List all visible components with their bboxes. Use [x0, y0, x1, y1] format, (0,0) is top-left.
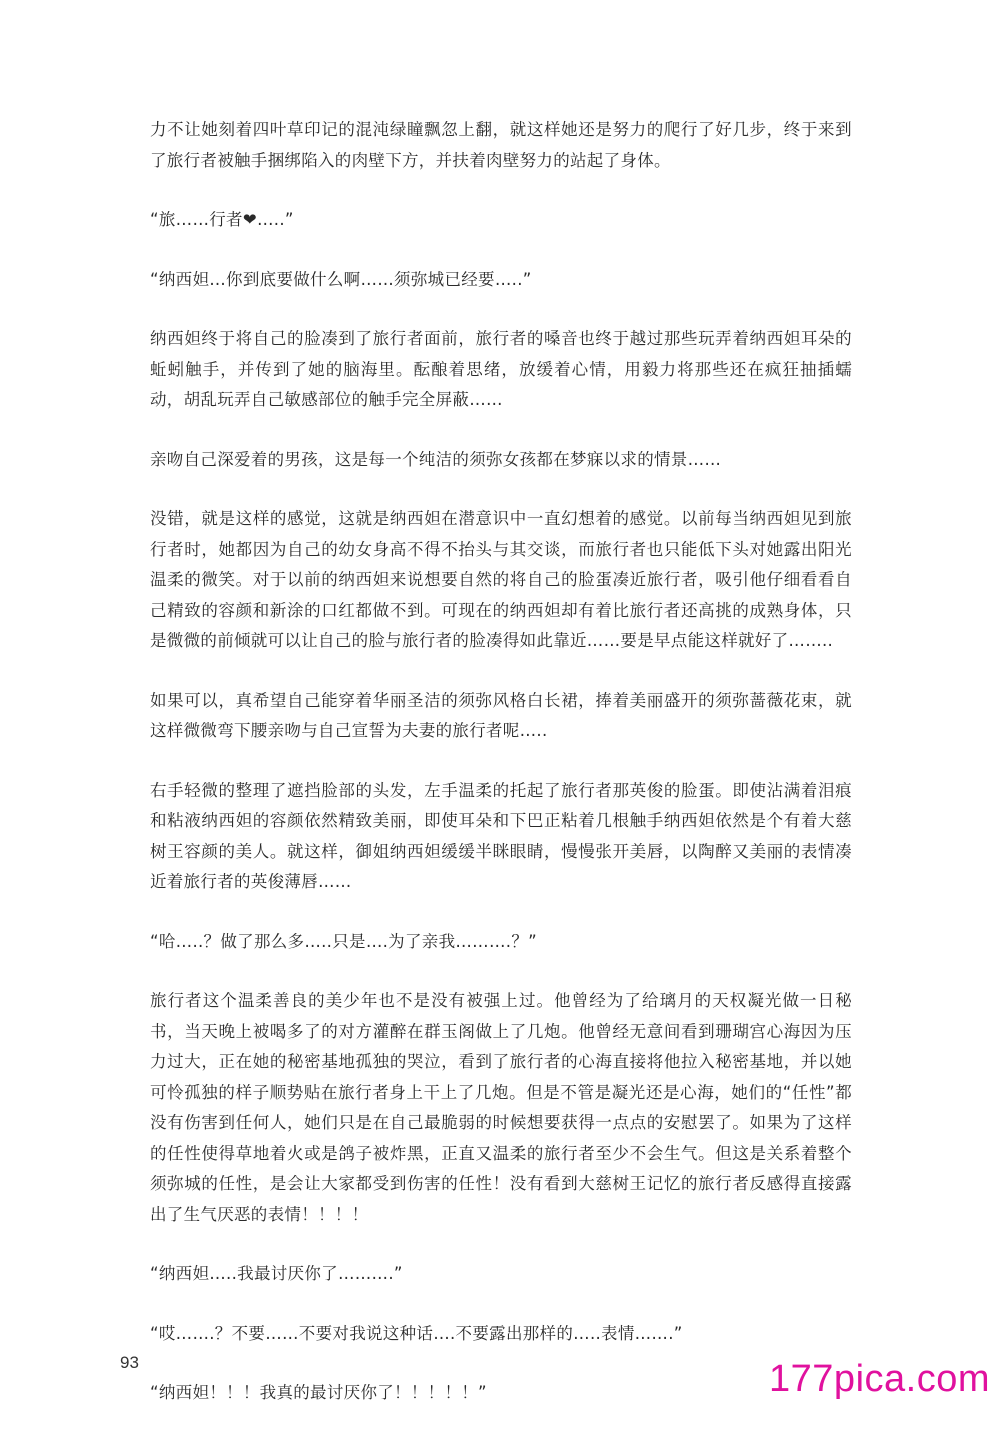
paragraph: 亲吻自己深爱着的男孩，这是每一个纯洁的须弥女孩都在梦寐以求的情景…… [150, 449, 722, 469]
page-body [150, 115, 852, 1438]
paragraph: 旅行者这个温柔善良的美少年也不是没有被强上过。他曾经为了给璃月的天权凝光做一日秘书，当天晚上被喝多了的对方灌醉在群玉阁做上了几炮。他曾经无意间看到珊瑚宫心海因为压力过大，正在她的秘密基地孤独的哭泣，看到了旅行者的心海直接将他拉入秘密基地，并以她可怜孤独的样子顺势贴在旅行者身上干上了几炮。但是不管是凝光还是心海，她们的“任性”都没有伤害到任何人，她们只是在自己最脆弱的时候想要获得一点点的安慰罢了。如果为了这样的任性使得草地着火或是鸽子被炸黑，正直又温柔的旅行者至少不会生气。但这是关系着整个须弥城的任性，是会让大家都受到伤害的任性！没有看到大慈树王记忆的旅行者反感得直接露出了生气厌恶的表情！！！！ [150, 991, 852, 1224]
paragraph: “纳西妲…..我最讨厌你了……….” [150, 1264, 403, 1283]
site-watermark: 177pica.com [769, 1358, 990, 1400]
paragraph: “纳西妲…你到底要做什么啊……须弥城已经要…..” [150, 269, 532, 289]
paragraph: “哎…….？不要……不要对我说这种话….不要露出那样的…..表情…….” [150, 1323, 683, 1343]
paragraph: 纳西妲终于将自己的脸凑到了旅行者面前，旅行者的嗓音也终于越过那些玩弄着纳西妲耳朵的蚯蚓触手，并传到了她的脑海里。酝酿着思绪，放缓着心情，用毅力将那些还在疯狂抽插蠕动，胡乱玩弄自己敏感部位的触手完全屏蔽…… [150, 329, 852, 409]
paragraph: 如果可以，真希望自己能穿着华丽圣洁的须弥风格白长裙，捧着美丽盛开的须弥蔷薇花束，就这样微微弯下腰亲吻与自己宣誓为夫妻的旅行者呢….. [150, 690, 852, 740]
paragraph: “哈…..？做了那么多…..只是….为了亲我……….？” [150, 931, 537, 951]
paragraph: “纳西妲！！！我真的最讨厌你了！！！！！” [150, 1383, 487, 1402]
paragraph: “旅……行者❤…..” [150, 210, 294, 229]
page-number: 93 [120, 1353, 139, 1372]
paragraph: 力不让她刻着四叶草印记的混沌绿瞳飘忽上翻，就这样她还是努力的爬行了好几步，终于来到了旅行者被触手捆绑陷入的肉壁下方，并扶着肉壁努力的站起了身体。 [150, 120, 852, 170]
paragraph: 右手轻微的整理了遮挡脸部的头发，左手温柔的托起了旅行者那英俊的脸蛋。即使沾满着泪痕和粘液纳西妲的容颜依然精致美丽，即使耳朵和下巴正粘着几根触手纳西妲依然是个有着大慈树王容颜的美人。就这样，御姐纳西妲缓缓半眯眼睛，慢慢张开美唇，以陶醉又美丽的表情凑近着旅行者的英俊薄唇…… [150, 780, 852, 891]
paragraph: 没错，就是这样的感觉，这就是纳西妲在潜意识中一直幻想着的感觉。以前每当纳西妲见到旅行者时，她都因为自己的幼女身高不得不抬头与其交谈，而旅行者也只能低下头对她露出阳光温柔的微笑。对于以前的纳西妲来说想要自然的将自己的脸蛋凑近旅行者，吸引他仔细看看自己精致的容颜和新涂的口红都做不到。可现在的纳西妲却有着比旅行者还高挑的成熟身体，只是微微的前倾就可以让自己的脸与旅行者的脸凑得如此靠近……要是早点能这样就好了…….. [150, 509, 852, 650]
